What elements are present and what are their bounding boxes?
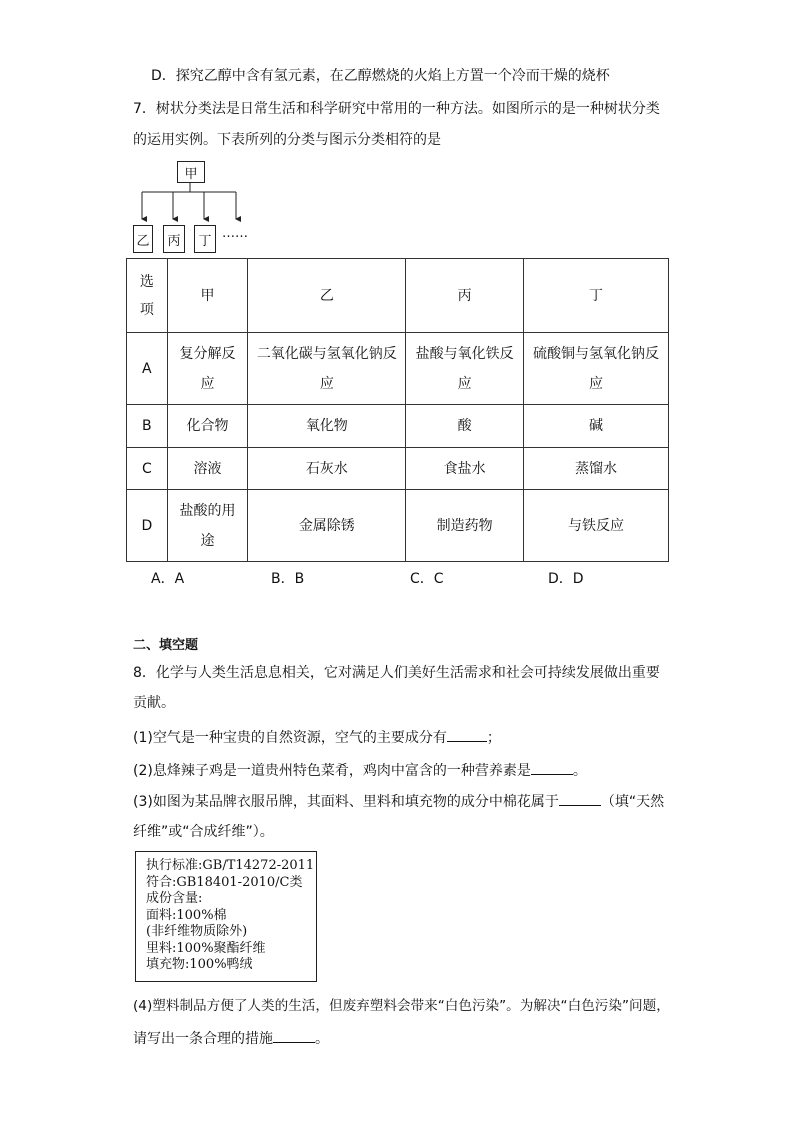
q8-part4-end: 。 (315, 1031, 329, 1047)
header-cell-bing: 丙 (406, 259, 524, 333)
choice-b: B．B (271, 571, 305, 587)
choice-c: C．C (410, 571, 444, 587)
table-row (127, 490, 669, 562)
table-cell: D (127, 490, 168, 562)
table-cell: 氧化物 (248, 405, 406, 448)
q8-stem-line1: 8．化学与人类生活息息相关，它对满足人们美好生活需求和社会可持续发展做出重要 (133, 665, 660, 681)
header-cell-option: 选项 (127, 259, 168, 333)
table-cell: 二氧化碳与氢氧化钠反应 (248, 333, 406, 405)
q8-part3 (133, 791, 664, 812)
answer-blank-1[interactable] (447, 727, 487, 742)
tree-ellipsis: …… (222, 226, 248, 241)
table-cell: 盐酸与氧化铁反应 (406, 333, 524, 405)
table-cell: 硫酸铜与氢氧化钠反应 (524, 333, 669, 405)
q8-part3-text: (3)如图为某品牌衣服吊牌，其面料、里料和填充物的成分中棉花属于 (133, 794, 559, 810)
table-row (127, 448, 669, 490)
q8-part4-text: 请写出一条合理的措施 (133, 1031, 273, 1047)
table-cell: 蒸馏水 (524, 448, 669, 490)
q8-part1-end: ； (486, 730, 501, 746)
header-cell-jia: 甲 (167, 259, 248, 333)
header-cell-yi: 乙 (248, 259, 406, 333)
q8-part2-end: 。 (572, 763, 587, 779)
table-cell: 盐酸的用途 (167, 490, 248, 562)
q7-stem-line1: 7．树状分类法是日常生活和科学研究中常用的一种方法。如图所示的是一种树状分类 (133, 101, 660, 117)
table-cell: C (127, 448, 168, 490)
q8-stem-line2: 贡献。 (133, 695, 175, 711)
table-row (127, 333, 669, 405)
q8-part3-hint: （填“天然 (600, 794, 665, 810)
table-cell: 酸 (406, 405, 524, 448)
header-cell-ding: 丁 (524, 259, 669, 333)
table-cell: 化合物 (167, 405, 248, 448)
q8-part4-line2 (133, 1028, 329, 1049)
q6-option-d: D．探究乙醇中含有氢元素，在乙醇燃烧的火焰上方置一个冷而干燥的烧杯 (151, 68, 610, 84)
table-cell: 复分解反应 (167, 333, 248, 405)
tag-line: (非纤维物质除外) (146, 924, 248, 939)
table-cell: B (127, 405, 168, 448)
table-cell: 制造药物 (406, 490, 524, 562)
section-heading: 二、填空题 (133, 638, 199, 653)
table-cell: 与铁反应 (524, 490, 669, 562)
table-cell: 碱 (524, 405, 669, 448)
q7-stem-line2: 的运用实例。下表所列的分类与图示分类相符的是 (133, 132, 441, 148)
table-cell: 石灰水 (248, 448, 406, 490)
table-cell: A (127, 333, 168, 405)
tree-child-node-3: 丁 (194, 225, 216, 253)
tree-connectors (0, 0, 794, 260)
table-cell: 金属除锈 (248, 490, 406, 562)
answer-blank-4[interactable] (273, 1028, 315, 1043)
tag-line: 面料:100%棉 (146, 907, 227, 923)
answer-blank-2[interactable] (531, 760, 573, 775)
choice-a: A．A (151, 571, 185, 587)
options-table (126, 258, 669, 562)
answer-blank-3[interactable] (559, 791, 601, 806)
q8-part4-line1: (4)塑料制品方便了人类的生活，但废弃塑料会带来“白色污染”。为解决“白色污染”问题， (133, 998, 670, 1014)
q8-part3-line2: 纤维”或“合成纤维”）。 (133, 824, 274, 840)
q8-part2-text: (2)息烽辣子鸡是一道贵州特色菜肴，鸡肉中富含的一种营养素是 (133, 763, 531, 779)
q8-part1 (133, 727, 501, 748)
tag-line: 填充物:100%鸭绒 (146, 957, 253, 972)
tree-child-node-2: 丙 (163, 225, 185, 253)
tag-line: 符合:GB18401-2010/C类 (146, 874, 303, 890)
tag-line: 执行标准:GB/T14272-2011 (146, 858, 315, 873)
q8-part2 (133, 760, 587, 781)
clothing-tag-label (135, 851, 317, 982)
table-cell: 溶液 (167, 448, 248, 490)
tree-child-node-1: 乙 (133, 225, 153, 253)
tree-root-node: 甲 (177, 161, 205, 183)
choice-d: D．D (548, 571, 584, 587)
q8-part1-text: (1)空气是一种宝贵的自然资源，空气的主要成分有 (133, 730, 447, 746)
tag-line: 里料:100%聚酯纤维 (146, 940, 266, 956)
table-row (127, 405, 669, 448)
table-header-row (127, 259, 669, 333)
tag-line: 成份含量: (146, 891, 203, 906)
table-cell: 食盐水 (406, 448, 524, 490)
